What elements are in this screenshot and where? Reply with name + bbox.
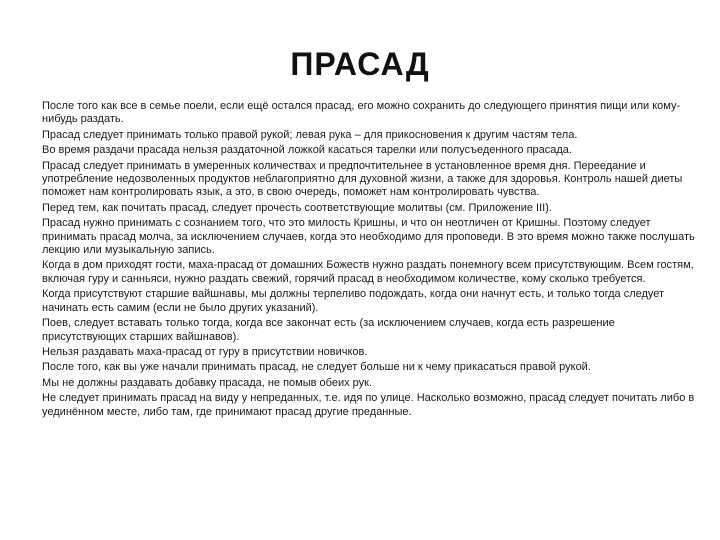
paragraph-prayers: Перед тем, как почитать прасад, следует прочесть соответствующие молитвы (см. Приложение III). xyxy=(42,201,552,214)
paragraph-mercy-of-krishna: Прасад нужно принимать с сознанием того, что это милость Кришны, и что он неотличен от Кришны. Поэтому следует принимать прасад молча, за исключением случаев, когда это необходимо для проповеди. В это время можно также послушать лекцию или музыкальную запись. xyxy=(42,217,695,257)
paragraph-no-touching: После того, как вы уже начали принимать прасад, не следует больше ни к чему прикасаться правой рукой. xyxy=(42,361,591,374)
paragraph-guests: Когда в дом приходят гости, маха-прасад от домашних Божеств нужно раздать понемногу всем присутствующим. Всем гостям, включая гуру и санньяси, нужно раздать свежий, горячий прасад в необходимом количестве, кому сколько требуется. xyxy=(42,259,694,285)
paragraph-serving-spoon: Во время раздачи прасада нельзя раздаточной ложкой касаться тарелки или полусъеденного прасада. xyxy=(42,144,572,157)
slide-title: ПРАСАД xyxy=(290,46,430,82)
paragraph-right-hand: Прасад следует принимать только правой рукой; левая рука – для прикосновения к другим частям тела. xyxy=(42,128,578,141)
paragraph-senior-vaishnavas: Когда присутствуют старшие вайшнавы, мы должны терпеливо подождать, когда они начнут есть, и только тогда следует начинать есть самим (если не было других указаний). xyxy=(42,288,665,314)
paragraph-moderation: Прасад следует принимать в умеренных количествах и предпочтительнее в установленное время дня. Переедание и употребление недозволенных продуктов неблагоприятно для духовной жизни, а также для здоровья. Контроль нашей диеты поможет нам контролировать язык, а это, в свою очередь, поможет нам контролировать чувства. xyxy=(42,159,683,199)
paragraph-rising: Поев, следует вставать только тогда, когда все закончат есть (за исключением случаев, когда есть разрешение присутствующих старших вайшнавов). xyxy=(42,317,615,343)
paragraph-public-eating: Не следует принимать прасад на виду у непреданных, т.е. идя по улице. Насколько возможно, прасад следует почитать либо в уединённом месте, либо там, где принимают прасад другие преданные. xyxy=(42,392,695,418)
paragraph-wash-hands: Мы не должны раздавать добавку прасада, не помыв обеих рук. xyxy=(42,376,373,389)
paragraph-maha-prasad-novices: Нельзя раздавать маха-прасад от гуру в присутствии новичков. xyxy=(42,345,368,358)
paragraph-leftover-prasad: После того как все в семье поели, если ещё остался прасад, его можно сохранить до следующего принятия пищи или кому-нибудь раздать. xyxy=(42,100,681,126)
slide-body xyxy=(42,100,700,421)
